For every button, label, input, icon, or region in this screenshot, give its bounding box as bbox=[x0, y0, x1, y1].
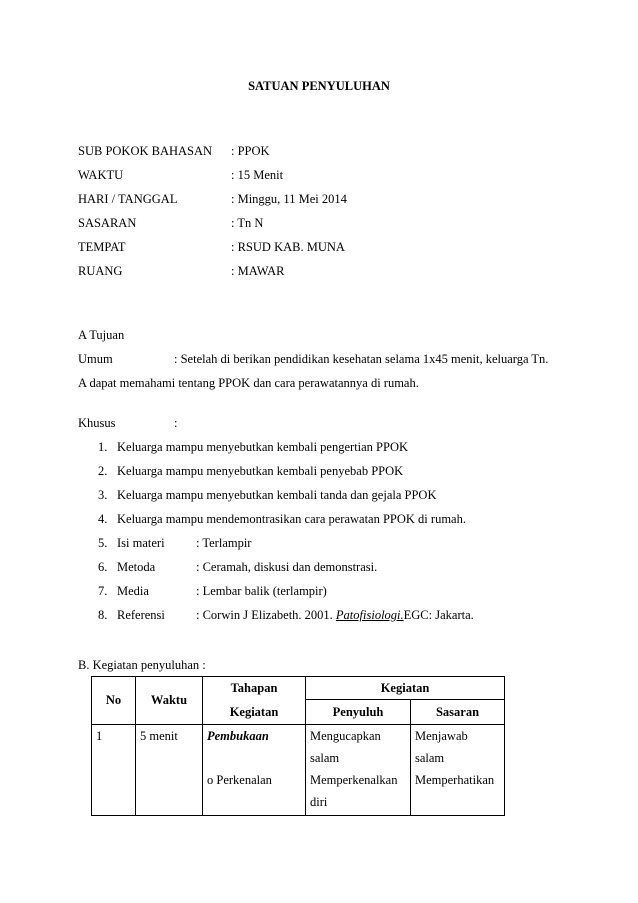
detail-label-metoda: Metoda bbox=[117, 560, 156, 574]
tahapan-spacer bbox=[207, 747, 301, 769]
list-item-text: Keluarga mampu mendemontrasikan cara perawatan PPOK di rumah. bbox=[117, 512, 466, 526]
sasaran-line: Menjawab bbox=[415, 729, 468, 743]
kegiatan-heading: B. Kegiatan penyuluhan : bbox=[78, 658, 206, 672]
umum-text-line1: : Setelah di berikan pendidikan kesehatan selama 1x45 menit, keluarga Tn. bbox=[174, 352, 549, 366]
referensi-prefix: : Corwin J Elizabeth. 2001. bbox=[196, 608, 336, 622]
info-label-ruang: RUANG bbox=[78, 264, 123, 278]
kegiatan-table bbox=[91, 676, 505, 816]
cell-sasaran bbox=[411, 725, 505, 816]
penyuluh-line: Memperkenalkan bbox=[310, 773, 398, 787]
sasaran-line: Memperhatikan bbox=[415, 773, 495, 787]
detail-label-media: Media bbox=[117, 584, 149, 598]
cell-waktu-text: 5 menit bbox=[140, 729, 178, 743]
list-item-number: 4. bbox=[98, 512, 108, 526]
header-tahapan: Tahapan bbox=[203, 677, 306, 700]
info-value-ruang: : MAWAR bbox=[231, 264, 285, 278]
info-value-waktu: : 15 Menit bbox=[231, 168, 284, 182]
list-item-text: Keluarga mampu menyebutkan kembali tanda dan gejala PPOK bbox=[117, 488, 437, 502]
cell-penyuluh bbox=[306, 725, 411, 816]
detail-value-media: : Lembar balik (terlampir) bbox=[196, 584, 327, 598]
header-sasaran: Sasaran bbox=[411, 700, 505, 725]
khusus-colon: : bbox=[174, 416, 178, 430]
header-no: No bbox=[92, 677, 136, 725]
detail-value-isi-materi: : Terlampir bbox=[196, 536, 252, 550]
detail-label-referensi: Referensi bbox=[117, 608, 165, 622]
khusus-label: Khusus bbox=[78, 416, 116, 430]
tahapan-item: o Perkenalan bbox=[207, 773, 272, 787]
detail-value-metoda: : Ceramah, diskusi dan demonstrasi. bbox=[196, 560, 378, 574]
info-label-hari: HARI / TANGGAL bbox=[78, 192, 178, 206]
list-item-text: Keluarga mampu menyebutkan kembali penyebab PPOK bbox=[117, 464, 404, 478]
info-value-tempat: : RSUD KAB. MUNA bbox=[231, 240, 345, 254]
info-label-waktu: WAKTU bbox=[78, 168, 124, 182]
detail-number: 6. bbox=[98, 560, 108, 574]
detail-label-isi-materi: Isi materi bbox=[117, 536, 165, 550]
list-item-number: 2. bbox=[98, 464, 108, 478]
umum-text-line2: A dapat memahami tentang PPOK dan cara perawatannya di rumah. bbox=[78, 376, 419, 390]
referensi-book-title: Patofisiologi. bbox=[335, 608, 404, 622]
tujuan-heading: A Tujuan bbox=[78, 328, 125, 342]
info-label-sasaran: SASARAN bbox=[78, 216, 137, 230]
info-label-sub-pokok: SUB POKOK BAHASAN bbox=[78, 144, 213, 158]
page-title: SATUAN PENYULUHAN bbox=[248, 79, 390, 93]
penyuluh-line: diri bbox=[310, 795, 328, 809]
cell-no-text: 1 bbox=[96, 729, 103, 743]
info-value-sub-pokok: : PPOK bbox=[231, 144, 270, 158]
table-header-row bbox=[92, 677, 505, 700]
detail-number: 7. bbox=[98, 584, 108, 598]
cell-tahapan bbox=[203, 725, 306, 816]
umum-label: Umum bbox=[78, 352, 113, 366]
penyuluh-line: Mengucapkan bbox=[310, 729, 381, 743]
tahapan-title: Pembukaan bbox=[207, 729, 269, 743]
penyuluh-line: salam bbox=[310, 751, 340, 765]
list-item-text: Keluarga mampu menyebutkan kembali pengertian PPOK bbox=[117, 440, 409, 454]
header-kegiatan: Kegiatan bbox=[306, 677, 505, 700]
header-penyuluh: Penyuluh bbox=[306, 700, 411, 725]
list-item-number: 3. bbox=[98, 488, 108, 502]
detail-number: 8. bbox=[98, 608, 108, 622]
detail-number: 5. bbox=[98, 536, 108, 550]
table-row bbox=[92, 725, 505, 816]
header-waktu: Waktu bbox=[136, 677, 203, 725]
info-label-tempat: TEMPAT bbox=[78, 240, 126, 254]
referensi-suffix: EGC: Jakarta. bbox=[403, 608, 474, 622]
detail-value-referensi bbox=[196, 608, 474, 623]
info-value-hari: : Minggu, 11 Mei 2014 bbox=[231, 192, 347, 206]
list-item-number: 1. bbox=[98, 440, 108, 454]
header-tahapan-kegiatan: Kegiatan bbox=[203, 700, 306, 725]
sasaran-line: salam bbox=[415, 751, 445, 765]
cell-waktu bbox=[136, 725, 203, 816]
cell-no bbox=[92, 725, 136, 816]
info-value-sasaran: : Tn N bbox=[231, 216, 264, 230]
